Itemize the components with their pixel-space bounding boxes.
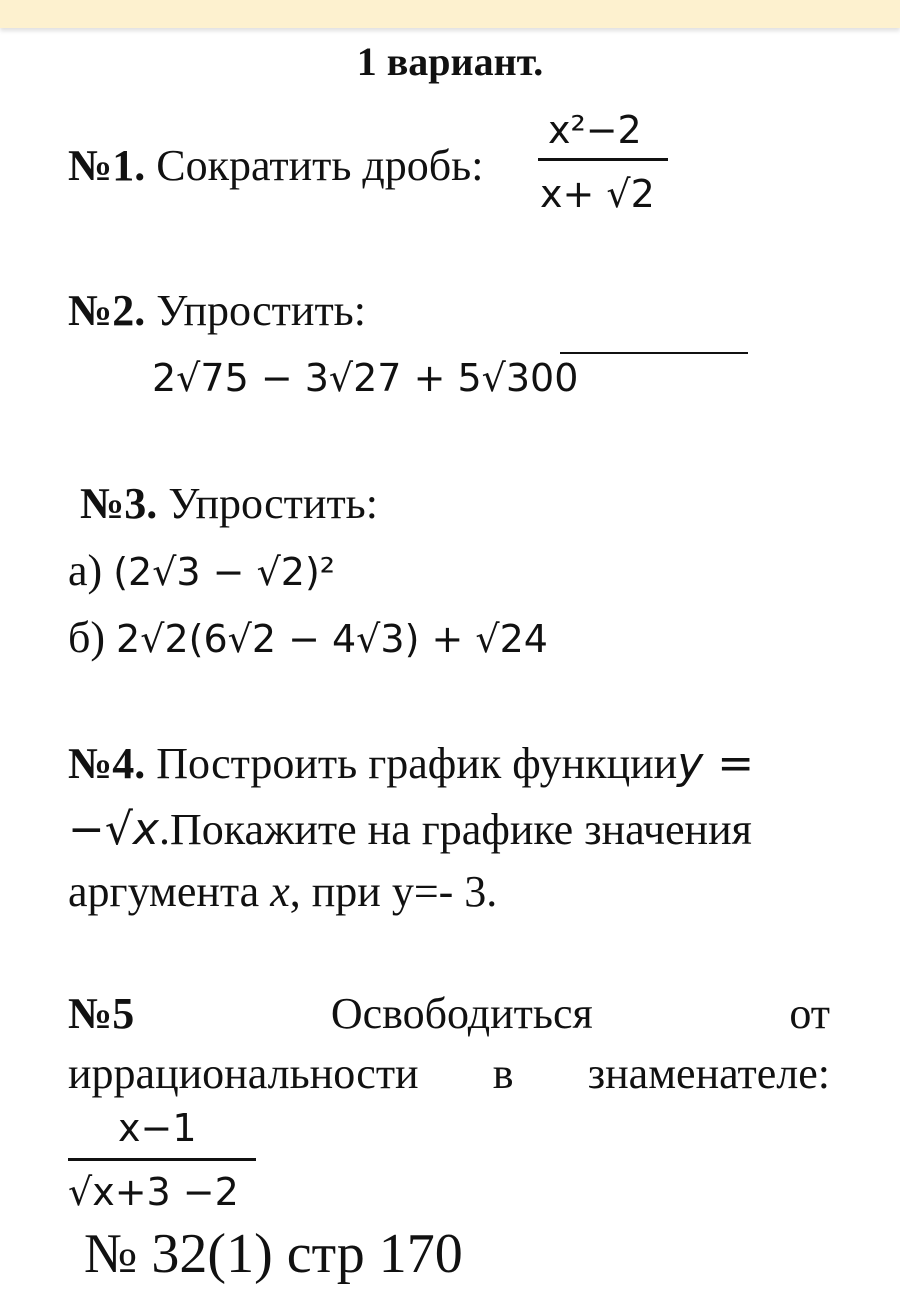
task5-line1 (68, 988, 830, 1039)
task1-fraction-bar (538, 158, 668, 161)
task5-number: №5 (68, 989, 135, 1038)
task3-b-label: б) (68, 613, 106, 662)
page-title: 1 вариант. (356, 39, 544, 84)
task1-number: №1. (68, 141, 146, 190)
task2-expression: 2√75 − 3√27 + 5√300 (152, 356, 579, 400)
task5-line2-word1: иррациональности (68, 1049, 419, 1098)
task4-line3-x: x (270, 867, 290, 916)
task4-line2-text: .Покажите на графике значения (158, 805, 752, 854)
task1-text: Сократить дробь: (156, 141, 484, 190)
task5-fraction-numerator: x−1 (118, 1106, 197, 1150)
task3-text: Упростить: (168, 479, 378, 528)
task4-line2-math: −√x (68, 804, 159, 855)
task4-line2 (68, 804, 752, 855)
task3-a-expression: (2√3 − √2)² (113, 550, 336, 594)
task4-line1-text: Построить график функции (156, 739, 678, 788)
task4-line3-text-a: аргумента (68, 867, 260, 916)
task3-a-label: а) (68, 546, 103, 595)
task1-fraction-denominator: x+ √2 (540, 172, 655, 216)
task3-b-expression: 2√2(6√2 − 4√3) + √24 (116, 617, 548, 661)
task2-radical-overline (560, 352, 748, 354)
task1-line (68, 140, 483, 191)
task2-text: Упростить: (156, 286, 366, 335)
task4-number: №4. (68, 739, 146, 788)
task5-line2-word3: знаменателе: (587, 1049, 830, 1098)
task5-line2 (68, 1048, 830, 1099)
top-toolbar-strip (0, 0, 900, 28)
task5-fraction-bar (68, 1158, 256, 1161)
task3-line (80, 478, 378, 529)
task3-part-b (68, 612, 548, 663)
task4-line3-text-b: , при y=- 3. (289, 867, 498, 916)
task3-number: №3. (80, 479, 158, 528)
task5-word1: Освободиться (330, 989, 593, 1038)
task5-line2-word2: в (492, 1049, 514, 1098)
task5-word2: от (789, 989, 830, 1038)
task4-line1-math: y = (677, 738, 755, 789)
task4-line3 (68, 866, 497, 917)
task3-part-a (68, 545, 335, 596)
task2-number: №2. (68, 286, 146, 335)
task1-fraction-numerator: x²−2 (548, 108, 642, 152)
footer-reference: № 32(1) стр 170 (84, 1223, 463, 1285)
task2-line (68, 285, 366, 336)
task4-line1 (68, 738, 754, 789)
task5-fraction-denominator: √x+3 −2 (68, 1170, 239, 1214)
